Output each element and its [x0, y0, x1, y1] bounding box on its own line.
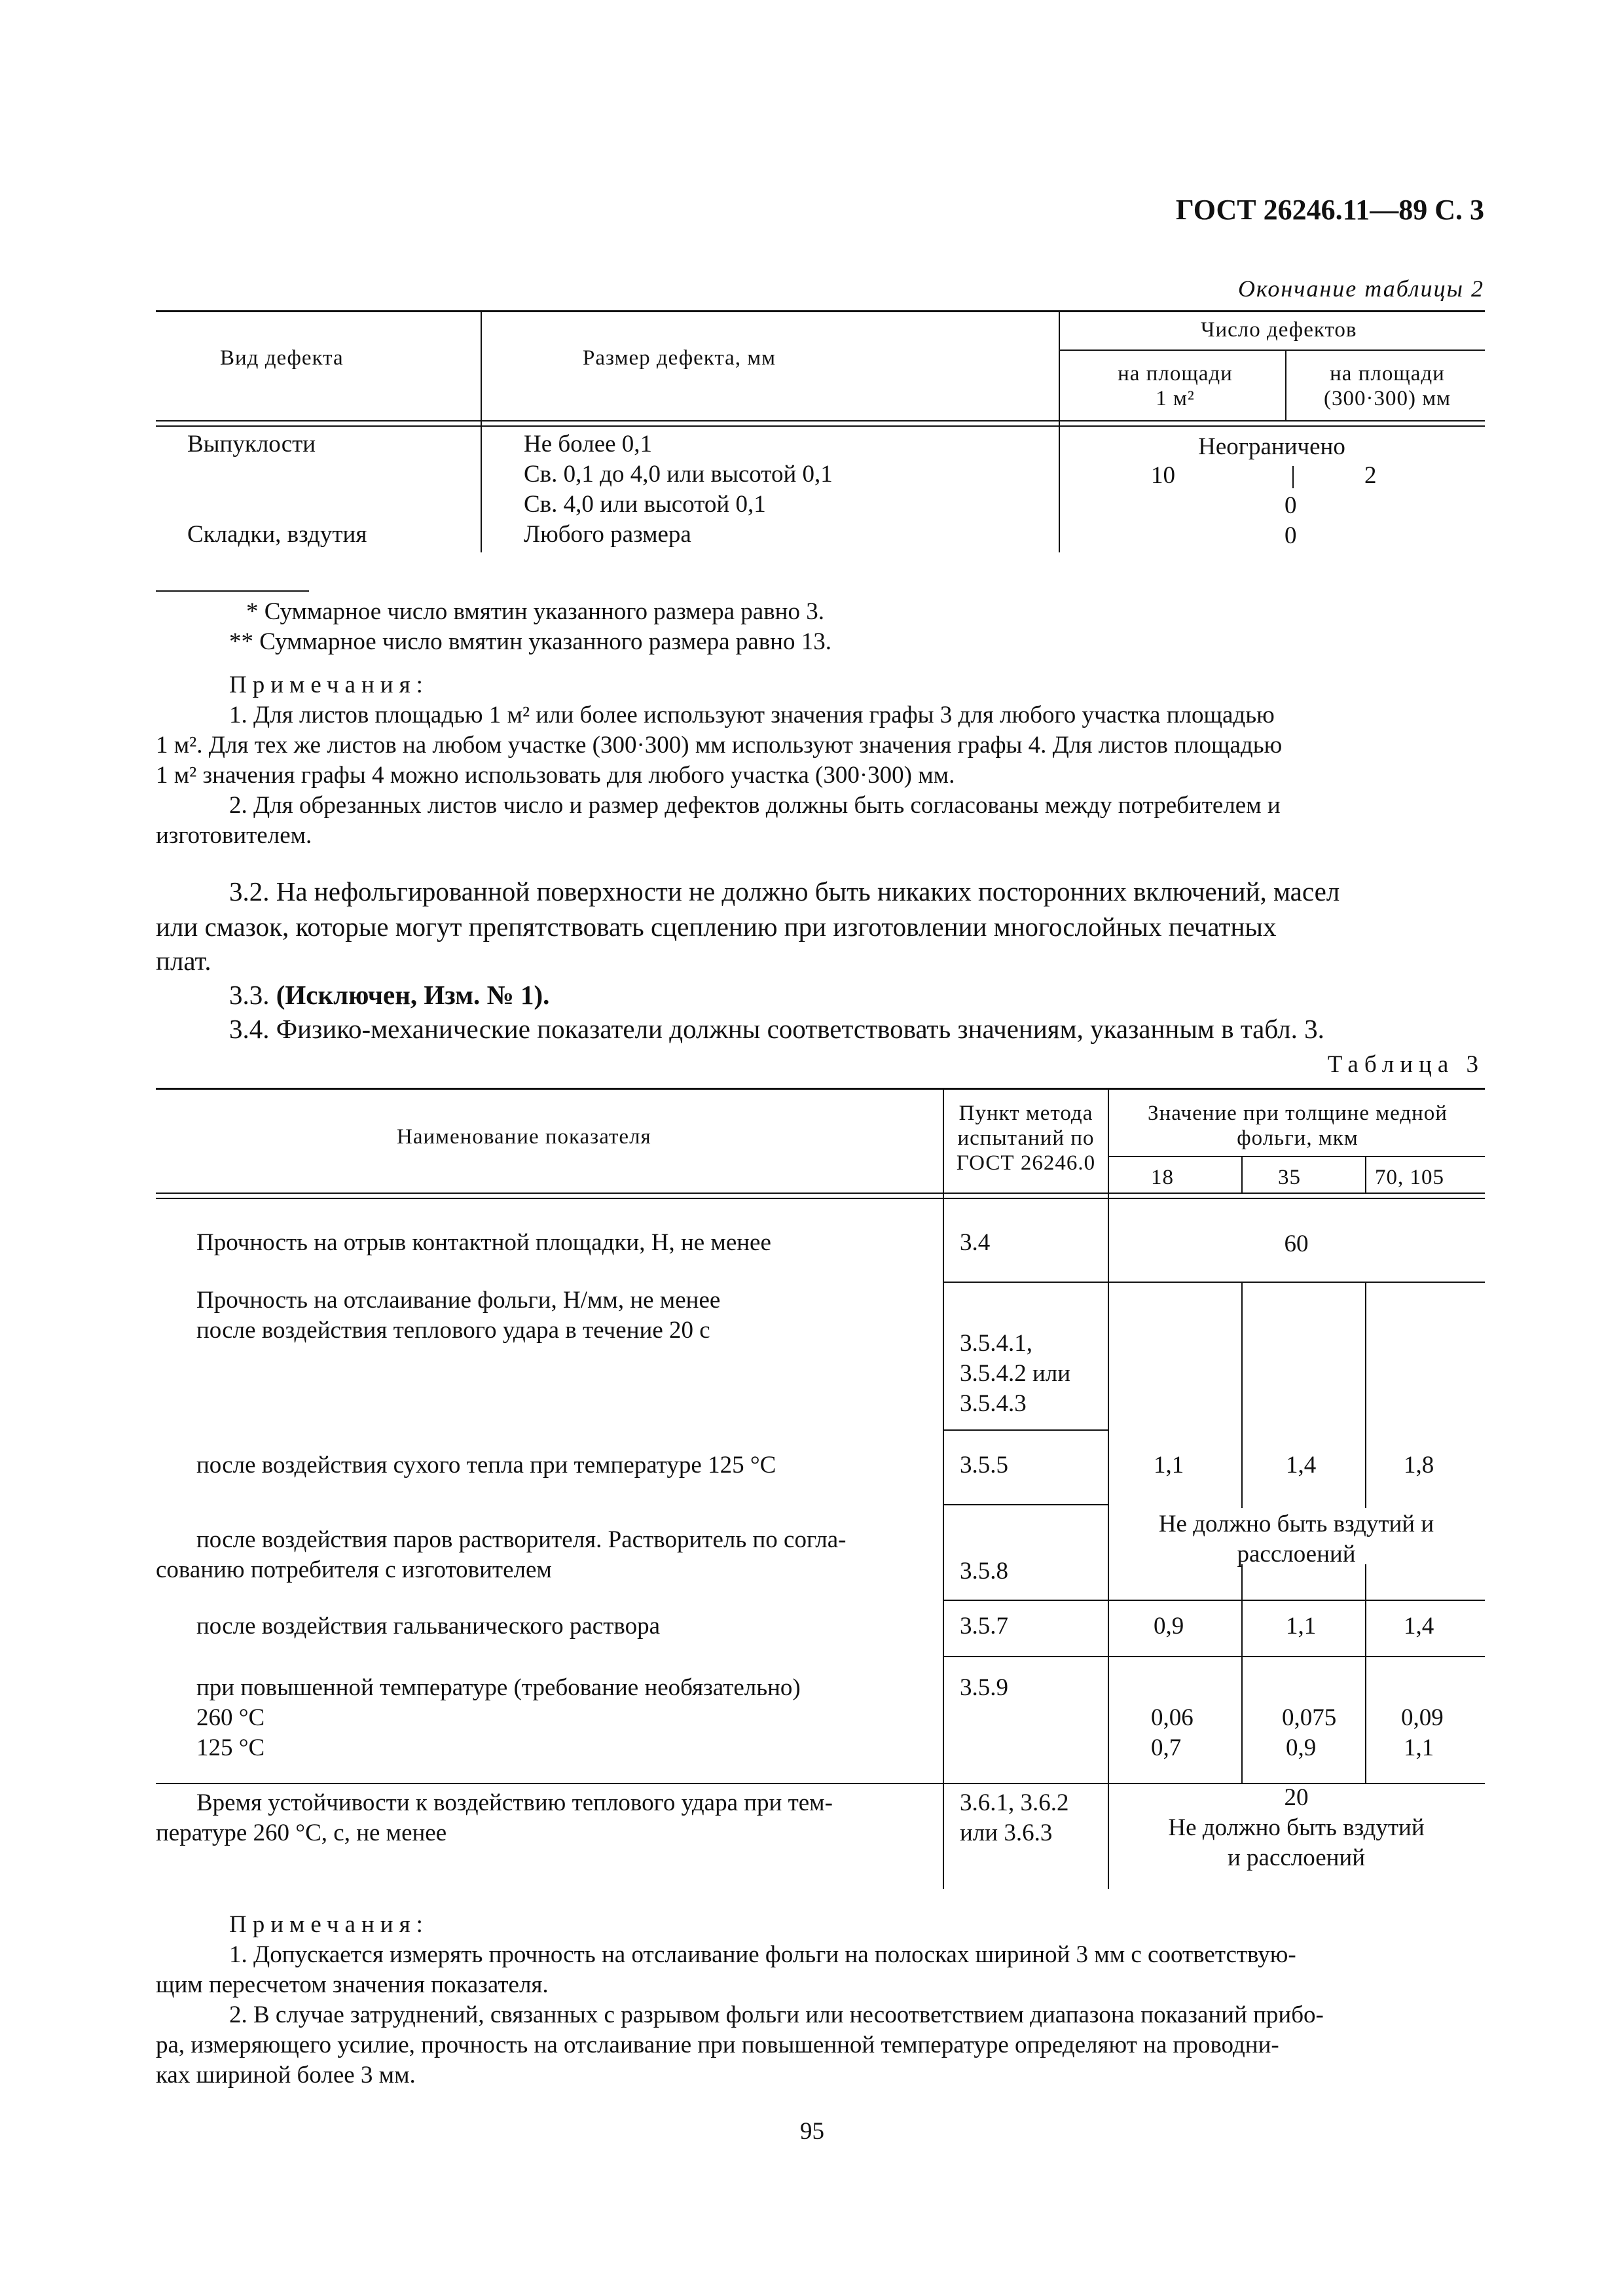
table-3-divider	[1365, 1282, 1366, 1508]
table-3-row-method: 3.4	[960, 1229, 991, 1256]
table-2-divider	[481, 310, 482, 552]
table-3-row-name: после воздействия сухого тепла при температуре 125 °С	[196, 1452, 776, 1479]
table-3-cell-value: 1,1	[1154, 1452, 1184, 1479]
table-3-row-name: Прочность на отрыв контактной площадки, Н, не менее	[196, 1229, 771, 1256]
table-3-row-rule	[943, 1656, 1485, 1657]
table-3-row-name: после воздействия гальванического раствора	[196, 1613, 661, 1640]
note-line: ра, измеряющего усилие, прочность на отслаивание при повышенной температуре определяют на проводни-	[156, 2032, 1279, 2058]
table-3-row-name: пературе 260 °С, с, не менее	[156, 1820, 447, 1846]
table-3-subheader-rule	[1108, 1156, 1485, 1157]
table-3-divider	[1108, 1088, 1109, 1889]
table-2-divider	[1285, 350, 1286, 422]
table-3-row-name: 125 °С	[196, 1734, 265, 1761]
table-cell-count: 2	[1364, 462, 1377, 489]
table-3-divider	[1365, 1564, 1366, 1783]
table-3-row-value: 60	[1284, 1230, 1309, 1257]
table-3-row-method: 3.5.4.2 или	[960, 1360, 1071, 1387]
table-3-cell-value: Не должно быть вздутий и расслоений	[1158, 1511, 1434, 1568]
table-3-row-method: 3.5.9	[960, 1674, 1008, 1701]
table-3-divider	[1365, 1156, 1366, 1194]
table-3-header-method: Пункт метода испытаний по ГОСТ 26246.0	[956, 1102, 1096, 1175]
note-line: изготовителем.	[156, 822, 312, 849]
table-3-row-method: 3.5.4.3	[960, 1390, 1027, 1417]
table-2-top-rule	[156, 310, 1485, 312]
note-line: щим пересчетом значения показателя.	[156, 1971, 549, 1998]
table-3-row-method: 3.5.8	[960, 1558, 1008, 1585]
footnote: * Суммарное число вмятин указанного размера равно 3.	[246, 598, 824, 625]
table-2-header-area-300: на площади (300·300) мм	[1324, 362, 1451, 410]
table-3-row-rule	[943, 1282, 1485, 1283]
table-3-cell-value: 1,4	[1286, 1452, 1317, 1479]
table-3-row-method: 3.5.7	[960, 1613, 1008, 1640]
table-3-cell-value: 1,4	[1404, 1613, 1434, 1640]
table-3-cell-value: 0,9	[1286, 1734, 1317, 1761]
table-cell-count: 0	[1285, 522, 1297, 549]
table-2-header-size: Размер дефекта, мм	[583, 346, 776, 370]
table-3-divider	[1241, 1282, 1243, 1508]
table-row-kind: Выпуклости	[187, 431, 316, 457]
table-3-row-name: сованию потребителя с изготовителем	[156, 1556, 552, 1583]
table-2-cell-separator	[1292, 466, 1294, 488]
table-2-caption: Окончание таблицы 2	[1237, 276, 1484, 302]
table-2-subheader-rule	[1059, 350, 1485, 351]
table-3-row-method: 3.6.1, 3.6.2	[960, 1789, 1069, 1816]
table-3-row-name: после воздействия теплового удара в течение 20 с	[196, 1317, 710, 1344]
note-line: 2. В случае затруднений, связанных с разрывом фольги или несоответствием диапазона показаний прибо-	[229, 2001, 1324, 2028]
paragraph-3-2: плат.	[156, 946, 211, 976]
table-3-header-rule	[156, 1193, 1485, 1194]
table-3-method-rule	[943, 1504, 1108, 1505]
table-3-row-name: Прочность на отслаивание фольги, Н/мм, не менее	[196, 1287, 721, 1314]
table-3-header-thickness: 18	[1151, 1166, 1174, 1189]
table-3-divider	[1241, 1564, 1243, 1783]
note-line: ках шириной более 3 мм.	[156, 2062, 416, 2089]
table-row-size: Св. 4,0 или высотой 0,1	[524, 491, 766, 518]
table-3-caption: Таблица 3	[1327, 1051, 1484, 1078]
table-3-header-rule-2	[156, 1198, 1485, 1199]
table-3-cell-value: 0,9	[1154, 1613, 1184, 1640]
note-line: 1 м². Для тех же листов на любом участке (300·300) мм используют значения графы 4. Для листов площадью	[156, 732, 1283, 759]
table-3-cell-value: 20 Не должно быть вздутий и расслоений	[1168, 1784, 1425, 1871]
table-cell-count: 10	[1151, 462, 1175, 489]
table-row-size: Не более 0,1	[524, 431, 653, 457]
table-3-header-thickness: 70, 105	[1375, 1166, 1444, 1189]
table-3-cell-value: 1,1	[1404, 1734, 1434, 1761]
table-3-row-method: или 3.6.3	[960, 1820, 1053, 1846]
table-3-row-name: Время устойчивости к воздействию теплового удара при тем-	[196, 1789, 833, 1816]
note-line: 1. Для листов площадью 1 м² или более используют значения графы 3 для любого участка площадью	[229, 702, 1275, 728]
table-3-row-name: при повышенной температуре (требование необязательно)	[196, 1674, 801, 1701]
table-3-header-name: Наименование показателя	[397, 1125, 651, 1149]
note-line: 1 м² значения графы 4 можно использовать для любого участка (300·300) мм.	[156, 762, 955, 789]
note-line: 2. Для обрезанных листов число и размер дефектов должны быть согласованы между потребителем и	[229, 792, 1281, 819]
table-cell-count: Неограничено	[1198, 433, 1345, 460]
table-3-top-rule	[156, 1088, 1485, 1090]
table-3-method-rule	[943, 1429, 1108, 1431]
table-2-header-count: Число дефектов	[1201, 318, 1357, 342]
table-3-row-method: 3.5.5	[960, 1452, 1008, 1479]
page-number: 95	[800, 2118, 824, 2145]
table-2-divider	[1059, 310, 1060, 552]
table-2-header-area-1m2: на площади 1 м²	[1118, 362, 1233, 410]
table-row-kind: Складки, вздутия	[187, 521, 367, 548]
table-3-row-rule	[943, 1600, 1485, 1601]
notes-title: Примечания:	[229, 672, 429, 698]
table-3-cell-value: 0,09	[1401, 1704, 1444, 1731]
table-3-cell-value: 0,06	[1151, 1704, 1194, 1731]
table-3-row-method: 3.5.4.1,	[960, 1330, 1032, 1357]
table-3-divider	[943, 1088, 944, 1889]
footnote-rule	[156, 590, 309, 592]
table-row-size: Св. 0,1 до 4,0 или высотой 0,1	[524, 461, 833, 488]
table-3-cell-value: 1,8	[1404, 1452, 1434, 1479]
paragraph-3-2: или смазок, которые могут препятствовать сцеплению при изготовлении многослойных печатных	[156, 912, 1277, 942]
paragraph-3-4: 3.4. Физико-механические показатели должны соответствовать значениям, указанным в табл. 3.	[229, 1014, 1324, 1044]
table-2-header-kind: Вид дефекта	[220, 346, 344, 370]
paragraph-3-2: 3.2. На нефольгированной поверхности не должно быть никаких посторонних включений, масел	[229, 876, 1340, 906]
table-3-row-name: 260 °С	[196, 1704, 265, 1731]
table-2-header-rule-2	[156, 425, 1485, 427]
table-row-size: Любого размера	[524, 521, 691, 548]
footnote: ** Суммарное число вмятин указанного размера равно 13.	[229, 628, 831, 655]
table-3-header-value: Значение при толщине медной фольги, мкм	[1148, 1102, 1448, 1150]
table-3-cell-value: 1,1	[1286, 1613, 1317, 1640]
note-line: 1. Допускается измерять прочность на отслаивание фольги на полосках шириной 3 мм с соответствую-	[229, 1941, 1296, 1968]
table-3-cell-value: 0,075	[1282, 1704, 1337, 1731]
notes-title: Примечания:	[229, 1911, 429, 1938]
page-header: ГОСТ 26246.11—89 С. 3	[1175, 194, 1484, 226]
table-3-cell-value: 0,7	[1151, 1734, 1182, 1761]
table-cell-count: 0	[1285, 492, 1297, 519]
table-3-row-name: после воздействия паров растворителя. Растворитель по согла-	[196, 1526, 847, 1553]
paragraph-3-3: 3.3. (Исключен, Изм. № 1).	[229, 980, 550, 1010]
table-3-divider	[1241, 1156, 1243, 1194]
table-3-header-thickness: 35	[1278, 1166, 1301, 1189]
